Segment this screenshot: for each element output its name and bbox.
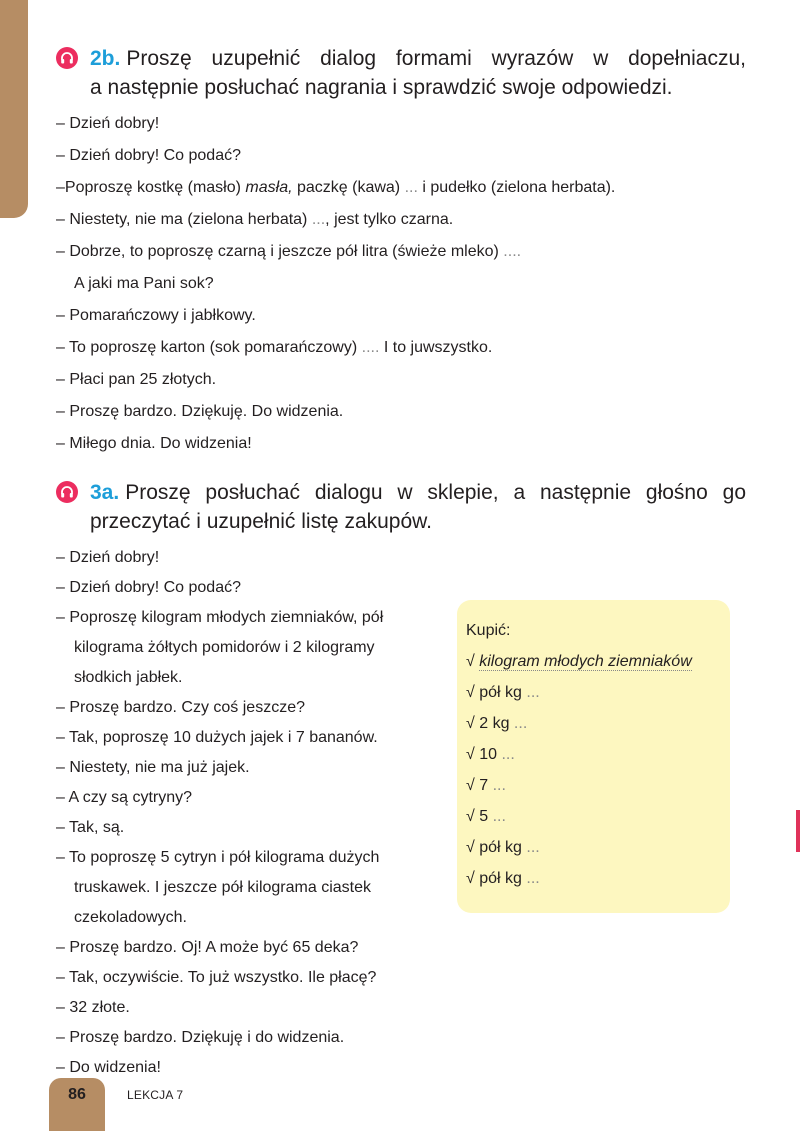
exercise-2b-header bbox=[56, 44, 746, 102]
exercise-2b-instruction-line2: a następnie posłuchać nagrania i sprawdzić swoje odpowiedzi. bbox=[90, 76, 673, 99]
dialog-line: – Tak, poproszę 10 dużych jajek i 7 bananów. bbox=[56, 729, 378, 746]
dialog-line: – Do widzenia! bbox=[56, 1059, 161, 1076]
blank[interactable]: ... bbox=[526, 839, 540, 856]
check-icon: √ bbox=[466, 746, 475, 763]
dialog-line: – Tak, są. bbox=[56, 819, 125, 836]
dialog-line: – Proszę bardzo. Oj! A może być 65 deka? bbox=[56, 939, 359, 956]
blank[interactable]: .... bbox=[503, 243, 522, 260]
check-icon: √ bbox=[466, 653, 475, 670]
dialog-line: – Proszę bardzo. Dziękuję i do widzenia. bbox=[56, 1029, 345, 1046]
page-number: 86 bbox=[68, 1086, 86, 1103]
shopping-list-item: √ 7 ... bbox=[466, 777, 506, 794]
exercise-3a-header bbox=[56, 478, 746, 536]
dialog-line: – Poproszę kilogram młodych ziemniaków, pół bbox=[56, 609, 384, 626]
shopping-list-item: √ pół kg ... bbox=[466, 684, 540, 701]
dialog-line: słodkich jabłek. bbox=[74, 669, 183, 686]
blank[interactable]: ... bbox=[492, 808, 506, 825]
dialog-line: –Poproszę kostkę (masło) masła, paczkę (kawa) ... i pudełko (zielona herbata). bbox=[56, 179, 616, 196]
shopping-list bbox=[457, 600, 730, 913]
shopping-list-item: √ pół kg ... bbox=[466, 870, 540, 887]
check-icon: √ bbox=[466, 684, 475, 701]
dialog-line: – Niestety, nie ma już jajek. bbox=[56, 759, 250, 776]
dialog-line: kilograma żółtych pomidorów i 2 kilogramy bbox=[74, 639, 375, 656]
shopping-list-item: √ pół kg ... bbox=[466, 839, 540, 856]
headphones-icon[interactable] bbox=[56, 47, 78, 69]
exercise-number: 3a. bbox=[90, 481, 120, 504]
lesson-label: LEKCJA 7 bbox=[127, 1088, 184, 1102]
dialog-line: – 32 złote. bbox=[56, 999, 130, 1016]
blank[interactable]: ... bbox=[526, 870, 540, 887]
dialog-line: – Proszę bardzo. Czy coś jeszcze? bbox=[56, 699, 305, 716]
blank[interactable]: .... bbox=[361, 339, 380, 356]
dialog-line: – Dzień dobry! bbox=[56, 549, 160, 566]
blank[interactable]: ... bbox=[492, 777, 506, 794]
exercise-3a-instruction-line1: 3a. Proszę posłuchać dialogu w sklepie, a następnie głośno go bbox=[90, 481, 746, 504]
dialog-line: – Niestety, nie ma (zielona herbata) ..., jest tylko czarna. bbox=[56, 211, 454, 228]
exercise-2b-instruction-line1: 2b. Proszę uzupełnić dialog formami wyrazów w dopełniaczu, bbox=[90, 47, 746, 70]
blank[interactable]: ... bbox=[311, 211, 326, 228]
dialog-line: – Tak, oczywiście. To już wszystko. Ile płacę? bbox=[56, 969, 377, 986]
exercise-3a-instruction-line2: przeczytać i uzupełnić listę zakupów. bbox=[90, 510, 432, 533]
filled-answer: kilogram młodych ziemniaków bbox=[479, 653, 692, 670]
edge-marker bbox=[796, 810, 800, 852]
shopping-list-item: √ 10 ... bbox=[466, 746, 515, 763]
blank[interactable]: ... bbox=[526, 684, 540, 701]
dialog-line: – Proszę bardzo. Dziękuję. Do widzenia. bbox=[56, 403, 344, 420]
check-icon: √ bbox=[466, 777, 475, 794]
dialog-line: czekoladowych. bbox=[74, 909, 187, 926]
headphones-icon[interactable] bbox=[56, 481, 78, 503]
dialog-line: – Płaci pan 25 złotych. bbox=[56, 371, 217, 388]
blank[interactable]: ... bbox=[404, 179, 418, 196]
shopping-list-item bbox=[466, 646, 730, 677]
exercise-number: 2b. bbox=[90, 47, 121, 70]
dialog-line: – Miłego dnia. Do widzenia! bbox=[56, 435, 252, 452]
side-tab bbox=[0, 0, 28, 218]
answer-example: masła, bbox=[245, 179, 293, 196]
check-icon: √ bbox=[466, 715, 475, 732]
dialog-line: – Dzień dobry! Co podać? bbox=[56, 579, 241, 596]
dialog-line: – A czy są cytryny? bbox=[56, 789, 193, 806]
dialog-line: – Dobrze, to poproszę czarną i jeszcze pół litra (świeże mleko) .... bbox=[56, 243, 522, 260]
check-icon: √ bbox=[466, 839, 475, 856]
dialog-line: – To poproszę 5 cytryn i pół kilograma dużych bbox=[56, 849, 380, 866]
shopping-list-item: √ 5 ... bbox=[466, 808, 506, 825]
dialog-line: truskawek. I jeszcze pół kilograma ciastek bbox=[74, 879, 371, 896]
shopping-list-item: √ 2 kg ... bbox=[466, 715, 528, 732]
dialog-line: A jaki ma Pani sok? bbox=[74, 275, 214, 292]
dialog-3a bbox=[56, 543, 383, 1083]
check-icon: √ bbox=[466, 808, 475, 825]
dialog-line: – Pomarańczowy i jabłkowy. bbox=[56, 307, 256, 324]
dialog-line: – Dzień dobry! Co podać? bbox=[56, 147, 241, 164]
shopping-list-title: Kupić: bbox=[466, 622, 511, 639]
dialog-line: – To poproszę karton (sok pomarańczowy) .... I to juwszystko. bbox=[56, 339, 493, 356]
blank[interactable]: ... bbox=[513, 715, 528, 732]
exercise-2b bbox=[56, 44, 746, 102]
check-icon: √ bbox=[466, 870, 475, 887]
page-number-tab bbox=[49, 1078, 105, 1131]
blank[interactable]: ... bbox=[501, 746, 515, 763]
exercise-3a bbox=[56, 478, 746, 536]
dialog-line: – Dzień dobry! bbox=[56, 115, 160, 132]
dialog-2b bbox=[56, 108, 615, 460]
